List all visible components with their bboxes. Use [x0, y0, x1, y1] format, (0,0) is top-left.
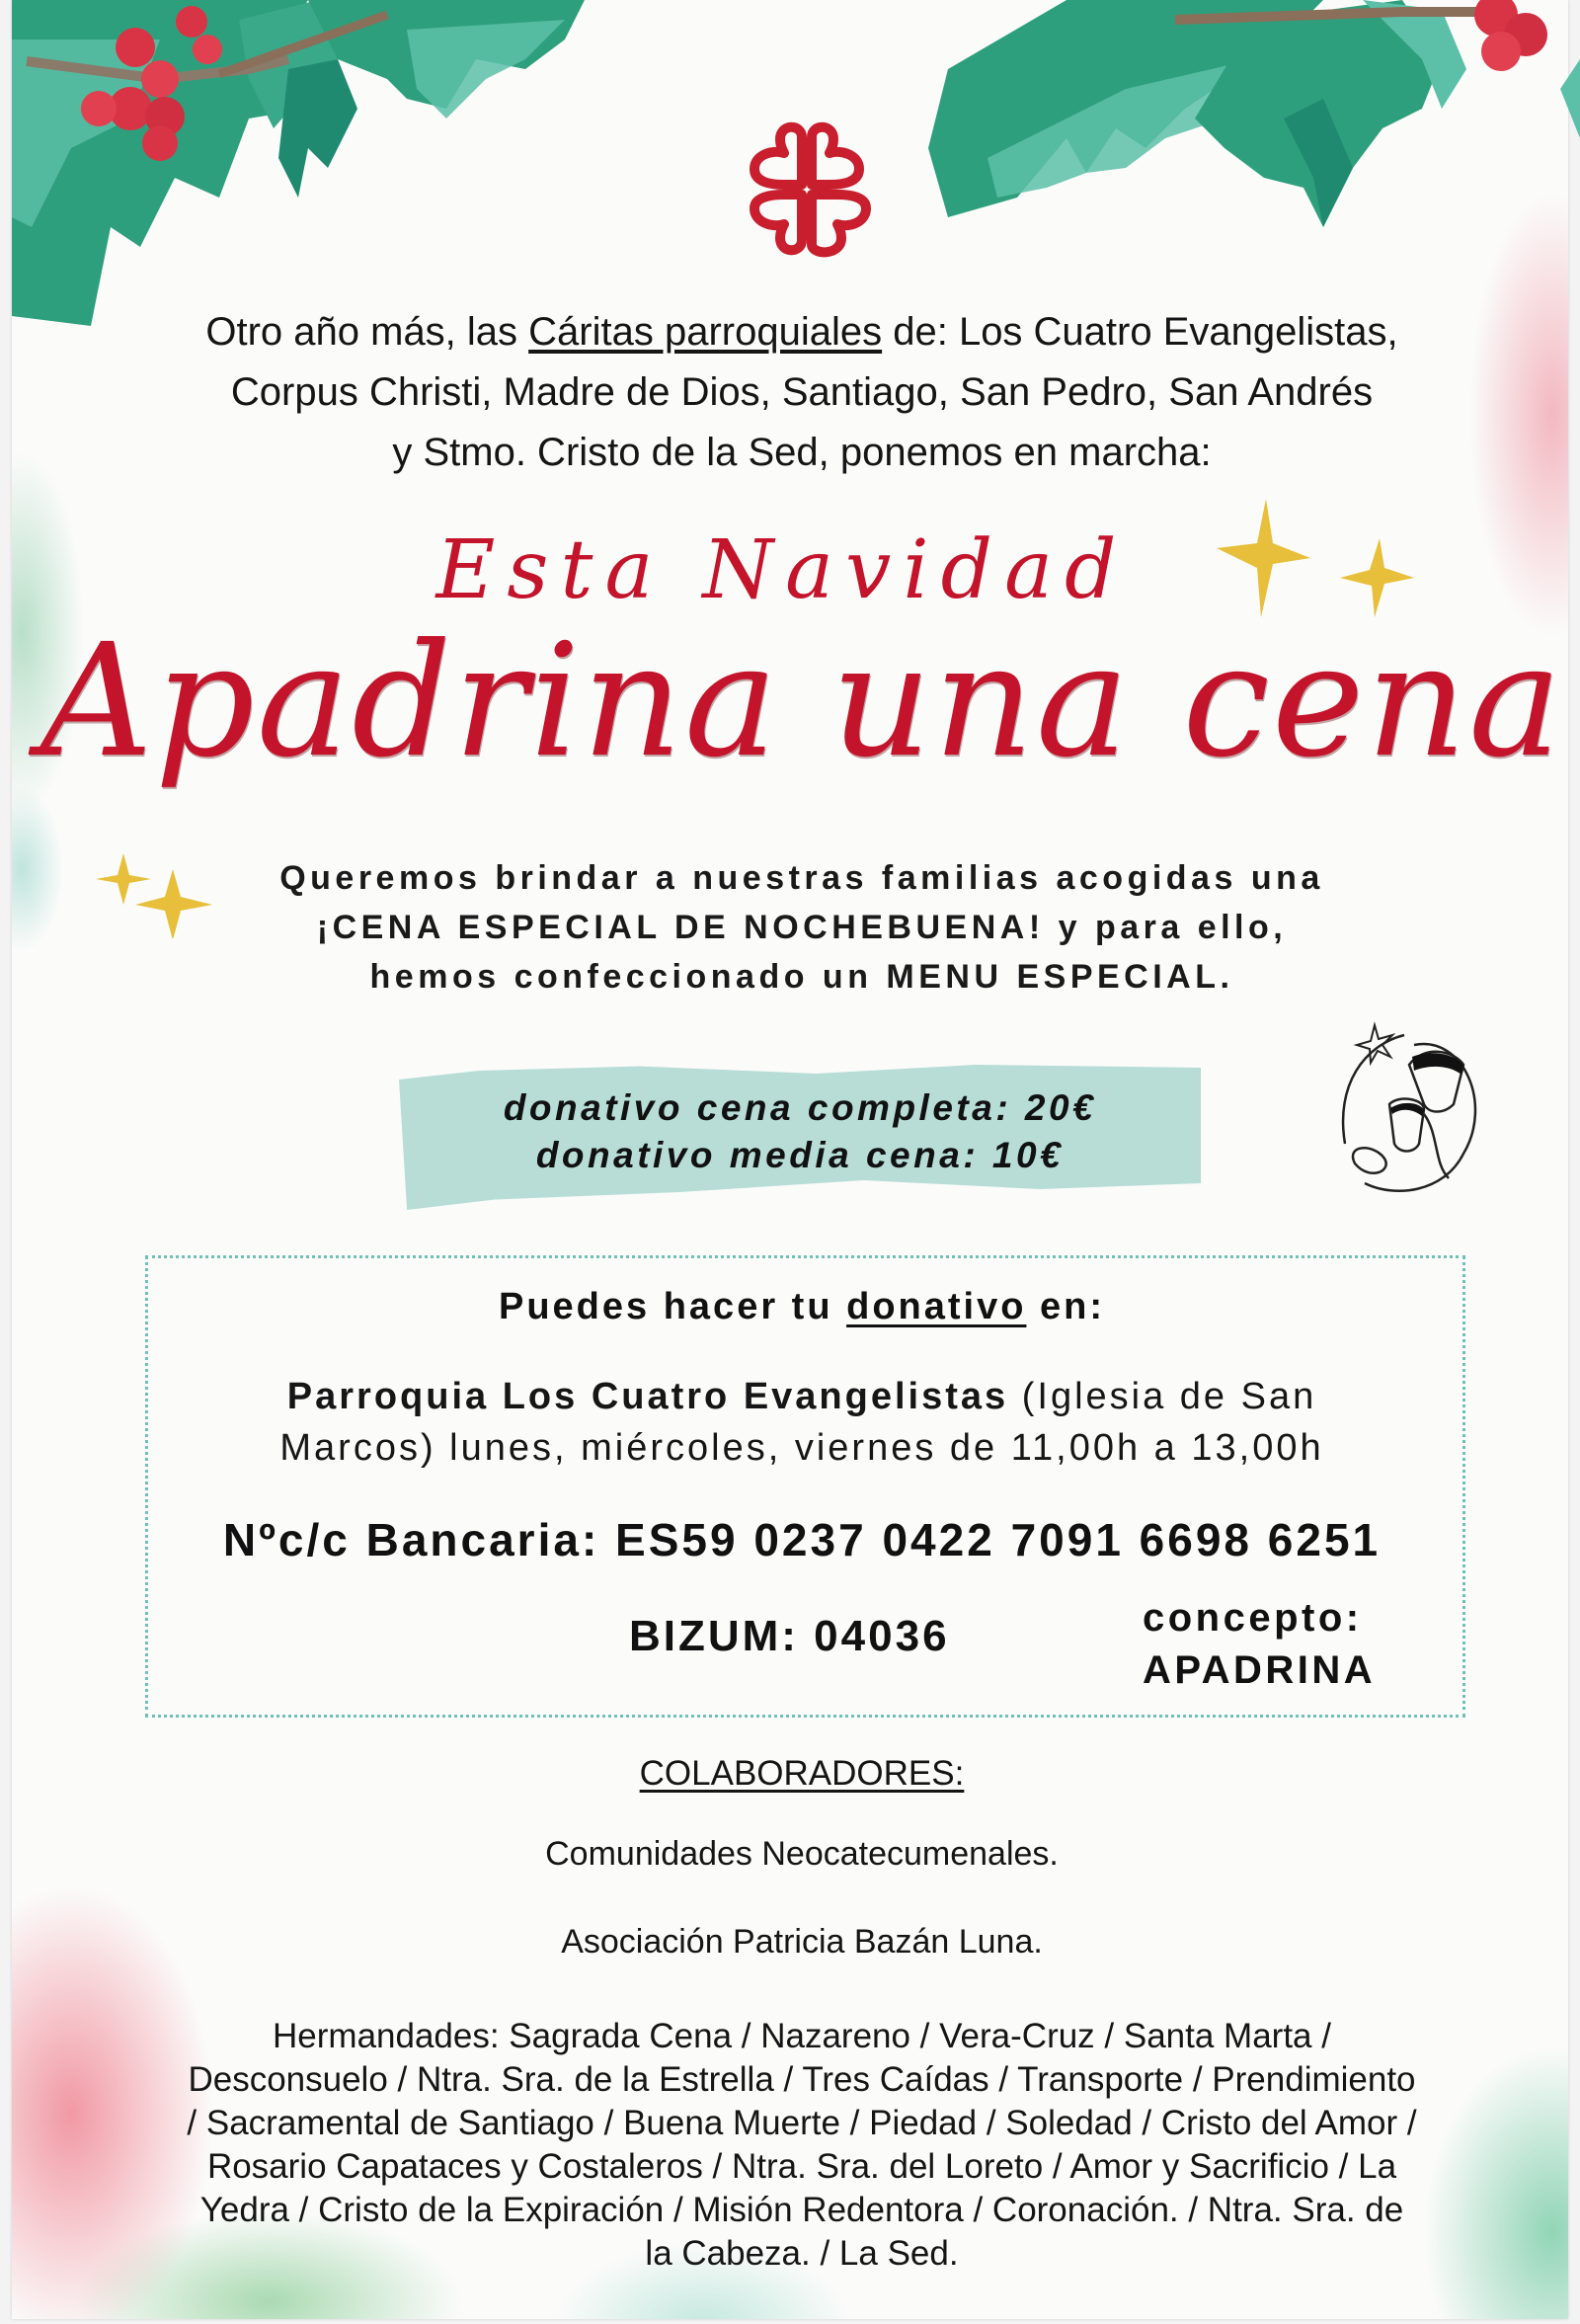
- parish-schedule: Parroquia Los Cuatro Evangelistas (Iglesia de San Marcos) lunes, miércoles, viernes de 11,00h a 13,00h: [279, 1376, 1324, 1469]
- hermandades-list: Hermandades: Sagrada Cena / Nazareno / Vera-Cruz / Santa Marta / Desconsuelo / Ntra. Sra. de la Estrella / Tres Caídas / Transporte / Prendimiento / Sacramental de Santiago / Buena Muerte / Piedad / Soledad / Cristo del Amor / Rosario Capataces y Costaleros / Ntra. Sra. del Loreto / Amor y Sacrificio / La Yedra / Cristo de la Expiración / Misión Redentora / Coronación. / Ntra. Sra. de la Cabeza. / La Sed.: [187, 2017, 1417, 2273]
- intro-paragraph: Otro año más, las Cáritas parroquiales de: Los Cuatro Evangelistas, Corpus Christi, Madre de Dios, Santiago, San Pedro, San Andrés y Stmo. Cristo de la Sed, ponemos en marcha:: [205, 310, 1398, 474]
- nativity-icon: [1315, 1005, 1488, 1203]
- lead-paragraph: Queremos brindar a nuestras familias acogidas una ¡CENA ESPECIAL DE NOCHEBUENA! y para ello, hemos confeccionado un MENU ESPECIAL.: [279, 859, 1324, 996]
- donation-half-dinner: donativo media cena: 10€: [535, 1135, 1065, 1175]
- bank-account-number: Nºc/c Bancaria: ES59 0237 0422 7091 6698 6251: [222, 1514, 1382, 1565]
- headline-title: Apadrina una cena: [40, 610, 1564, 792]
- donation-amounts: [399, 1084, 1201, 1179]
- donation-full-dinner: donativo cena completa: 20€: [503, 1087, 1097, 1128]
- bizum-code: BIZUM: 04036: [629, 1612, 950, 1660]
- collaborators-heading: COLABORADORES:: [639, 1754, 965, 1793]
- caritas-parroquiales-link-text: Cáritas parroquiales: [528, 310, 883, 354]
- flyer-page: [12, 0, 1568, 2319]
- caritas-logo-icon: [733, 116, 881, 259]
- payment-concept: concepto: APADRINA: [1143, 1596, 1377, 1692]
- holly-top-left-icon: [12, 0, 723, 336]
- headline-subtitle: Esta Navidad: [435, 523, 1129, 617]
- holly-top-right-icon: [889, 0, 1580, 257]
- payment-heading: Puedes hacer tu donativo en:: [498, 1286, 1105, 1327]
- collaborator-item: Comunidades Neocatecumenales.: [545, 1835, 1059, 1873]
- collaborator-item: Asociación Patricia Bazán Luna.: [561, 1923, 1043, 1961]
